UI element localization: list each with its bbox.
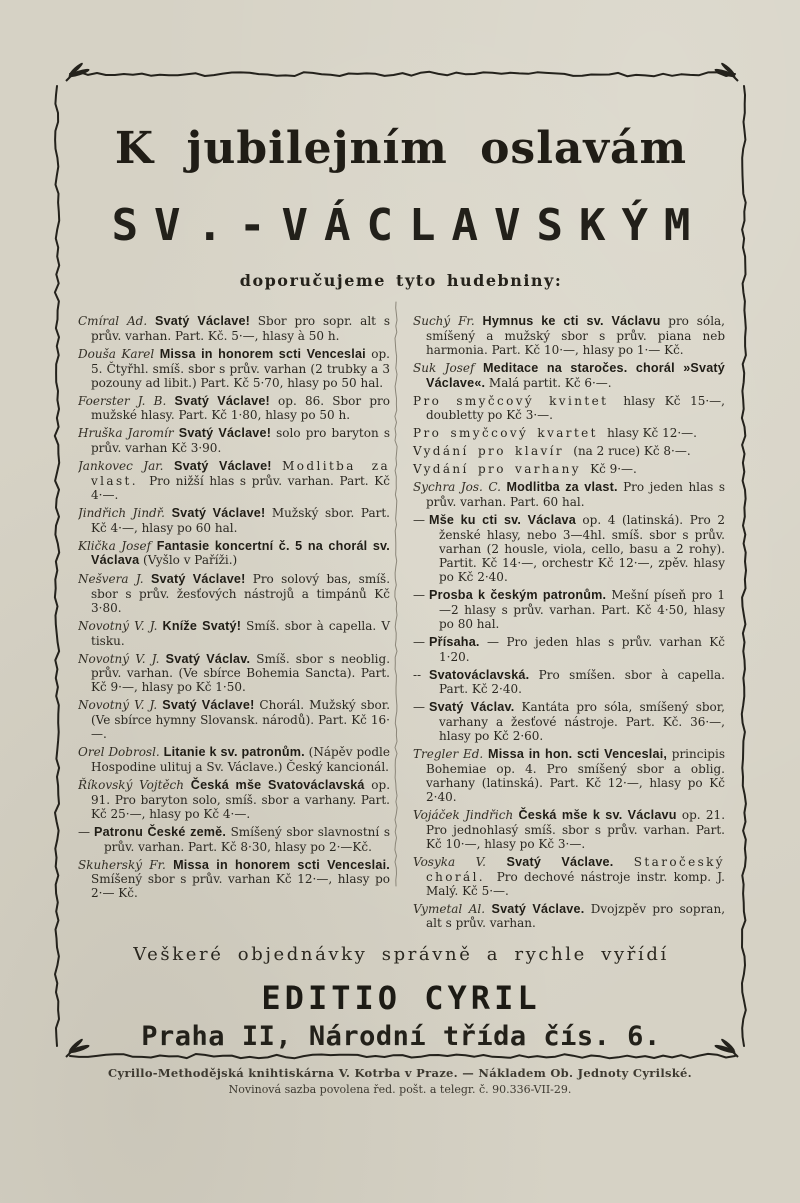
work-title: Svatý Václave! <box>171 505 272 520</box>
catalog-entry <box>78 698 390 741</box>
author-name: Foerster J. B. <box>78 393 175 408</box>
author-name: Klička Josef <box>78 538 157 553</box>
work-title: Svatý Václave. <box>491 901 591 916</box>
entry-text: Kč 9·—. <box>590 462 637 477</box>
work-title: Hymnus ke cti sv. Václavu <box>482 314 669 328</box>
work-title: Litanie k sv. patronům. <box>163 745 309 760</box>
entry-text: Mešní píseň pro 1—2 hlasy s prův. varhan. Part. Kč 4·50, hlasy po 80 hal. <box>439 588 726 631</box>
catalog-entry <box>78 539 390 568</box>
catalog-entry <box>413 480 725 509</box>
author-name: Vosyka V. <box>413 854 507 869</box>
author-name: Tregler Ed. <box>413 747 489 762</box>
entry-text: Pro solový bas, smíš. sbor s prův. žesťových nástrojů a timpánů Kč 3·80. <box>91 572 391 615</box>
author-name: Novotný V. J. <box>78 618 163 633</box>
author-name: Hruška Jaromír <box>78 426 179 441</box>
entry-text: Staročeský chorál. <box>426 854 725 884</box>
work-title: Svatý Václave! <box>155 314 258 328</box>
work-title: Svatý Václave! <box>162 698 260 713</box>
entry-text: Pro smyčcový kvartet <box>413 426 608 441</box>
publisher-name: EDITIO CYRIL <box>261 979 541 1017</box>
entry-text: Smíšený sbor s prův. varhan Kč 12·—, hlasy po 2·— Kč. <box>91 872 390 901</box>
catalog-entry <box>413 700 725 743</box>
entry-text: Pro jeden hlas s prův. varhan. Part. 60 hal. <box>426 480 725 510</box>
entry-text: Pro smíšen. sbor à capella. Part. Kč 2·40. <box>439 667 725 697</box>
work-title: Svatováclavská. <box>429 667 539 682</box>
entry-text: pro sóla, smíšený a mužský sbor s prův. piana neb harmonia. Part. Kč 10·—, hlasy po 1·— Kč. <box>426 314 725 357</box>
entry-text: op. 4 (latinská). Pro 2 ženské hlasy, nebo 3—4hl. smíš. sbor s prův. varhan (2 housle, viola, cello, basu a 2 rohy). Partit. Kč 14·—, orchestr Kč 12·—, zpěv. hlasy po Kč 2·40. <box>439 513 725 585</box>
entry-text: hlasy Kč 12·—. <box>607 426 697 441</box>
author-name: Suk Josef <box>413 360 483 375</box>
entry-text: op. 21. Pro jednohlasý smíš. sbor s prův. varhan. Part. Kč 10·—, hlasy po Kč 3·—. <box>426 808 726 851</box>
author-name: Suchý Fr. <box>413 314 483 328</box>
entry-dash: -- <box>413 667 422 682</box>
entry-text: Vydání pro klavír <box>413 444 574 459</box>
advertisement-sheet <box>57 73 745 1057</box>
order-note: Veškeré objednávky správně a rychle vyřídí <box>133 944 669 965</box>
catalog-entry <box>78 314 390 343</box>
catalog-entry <box>413 314 725 357</box>
entry-text: Pro nižší hlas s prův. varhan. Part. Kč 4·—. <box>91 473 390 502</box>
work-title: Fantasie koncertní č. 5 na chorál sv. Václava <box>91 538 390 568</box>
entry-text: Pro smyčcový kvintet <box>413 394 624 409</box>
entry-text: Dvojzpěv pro sopran, alt s prův. varhan. <box>426 901 726 930</box>
entry-text: Modlitba za vlast. <box>91 459 390 488</box>
work-title: Přísaha. <box>429 634 487 649</box>
work-title: Modlitba za vlast. <box>506 480 624 495</box>
author-name: Douša Karel <box>78 346 160 361</box>
entry-text: Vydání pro varhany <box>413 462 591 477</box>
author-name: Jindřich Jindř. <box>78 505 172 520</box>
entry-text: Malá partit. Kč 6·—. <box>488 375 612 390</box>
author-name: Říkovský Vojtěch <box>78 778 191 793</box>
author-name: Skuherský Fr. <box>78 857 174 872</box>
entry-dash: — <box>413 588 425 603</box>
work-title: Missa in honorem scti Venceslai. <box>173 857 390 872</box>
work-title: Svatý Václave. <box>506 854 634 869</box>
entry-text: hlasy Kč 15·—, doubletty po Kč 3·—. <box>426 394 725 423</box>
entry-text: Smíš. sbor à capella. V tisku. <box>91 618 391 648</box>
work-title: Missa in honorem scti Venceslai <box>159 346 372 361</box>
catalog-entry <box>78 572 390 615</box>
entry-text: (Nápěv podle Hospodine ulituj a Sv. Václave.) Český kancionál. <box>91 745 390 775</box>
catalog-entry <box>78 426 390 455</box>
work-title: Česká mše k sv. Václavu <box>518 808 682 822</box>
work-title: Svatý Václav. <box>165 651 257 666</box>
catalog-column-left <box>78 314 390 930</box>
subtitle: doporučujeme tyto hudebniny: <box>239 271 563 290</box>
author-name: Nešvera J. <box>78 572 151 587</box>
catalog-entry <box>78 619 390 648</box>
author-name: Novotný V. J. <box>78 651 166 666</box>
author-name: Cmíral Ad. <box>78 314 155 328</box>
author-name: Novotný V. J. <box>78 698 163 713</box>
catalog-entry <box>413 855 725 898</box>
entry-dash: — <box>413 634 425 649</box>
catalog-entry <box>413 668 725 697</box>
work-title: Meditace na staročes. chorál »Svatý Václave«. <box>426 360 726 390</box>
page-title: K jubilejním oslavám <box>114 123 688 174</box>
author-name: Vymetal Al. <box>413 901 492 916</box>
imprint-permit: Novinová sazba povolena řed. pošt. a telegr. č. 90.336-VII-29. <box>228 1083 572 1096</box>
publisher-address: Praha II, Národní třída čís. 6. <box>141 1021 661 1052</box>
catalog-entry <box>413 394 725 422</box>
work-title: Svatý Václave! <box>178 426 277 441</box>
catalog-entry <box>78 506 390 535</box>
author-name: Sychra Jos. C. <box>413 480 507 495</box>
catalog-entry <box>78 825 390 854</box>
entry-text: (na 2 ruce) Kč 8·—. <box>573 444 691 459</box>
entry-text: (Vyšlo v Paříži.) <box>143 553 238 568</box>
work-title: Mše ku cti sv. Václava <box>429 513 583 528</box>
catalog-entry <box>78 394 390 423</box>
entry-text: solo pro baryton s prův. varhan Kč 3·90. <box>91 426 390 456</box>
catalog-entry <box>413 747 725 804</box>
work-title: Svatý Václave! <box>174 459 283 474</box>
entry-text: Sbor pro sopr. alt s prův. varhan. Part. Kč. 5·—, hlasy à 50 h. <box>91 314 390 343</box>
catalog-column-right <box>413 314 725 930</box>
entry-text: Pro dechové nástroje instr. komp. J. Malý. Kč 5·—. <box>426 869 725 898</box>
catalog-entry <box>413 635 725 664</box>
catalog-entry <box>78 745 390 774</box>
work-title: Missa in hon. scti Venceslai, <box>488 747 672 762</box>
catalog-entry <box>78 652 390 695</box>
work-title: Svatý Václave! <box>174 393 279 408</box>
entry-text: Chorál. Mužský sbor. (Ve sbírce hymny Slovansk. národů). Part. Kč 16·—. <box>91 698 391 742</box>
author-name: Jankovec Jar. <box>78 459 174 474</box>
catalog-entry <box>413 513 725 584</box>
catalog-entry <box>413 444 725 458</box>
catalog-entry <box>413 902 725 930</box>
catalog-entry <box>413 361 725 390</box>
entry-text: Kantáta pro sóla, smíšený sbor, varhany a žesťové nástroje. Part. Kč. 36·—, hlasy po Kč 2·60. <box>439 700 725 744</box>
work-title: Kníže Svatý! <box>162 618 247 633</box>
catalog-columns <box>78 314 727 930</box>
author-name: Vojáček Jindřich <box>413 808 519 822</box>
author-name: Orel Dobrosl. <box>78 745 164 760</box>
entry-dash: — <box>413 513 425 528</box>
catalog-entry <box>413 426 725 440</box>
entry-text: Smíšený sbor slavnostní s prův. varhan. Part. Kč 8·30, hlasy po 2·—Kč. <box>104 824 390 854</box>
page-title-line2: SV.-VÁCLAVSKÝM <box>111 200 707 251</box>
catalog-entry <box>78 778 390 821</box>
entry-text: Mužský sbor. Part. Kč 4·—, hlasy po 60 hal. <box>91 505 390 535</box>
catalog-entry <box>413 808 725 851</box>
catalog-entry <box>78 347 390 390</box>
work-title: Svatý Václave! <box>150 572 253 587</box>
catalog-entry <box>78 858 390 901</box>
catalog-entry <box>413 462 725 476</box>
work-title: Prosba k českým patronům. <box>429 588 612 603</box>
entry-text: op. 86. Sbor pro mužské hlasy. Part. Kč 1·80, hlasy po 50 h. <box>91 393 390 423</box>
entry-text: principis Bohemiae op. 4. Pro smíšený sbor a oblig. varhany (latinská). Part. Kč 12·—, hlasy po Kč 2·40. <box>426 747 725 804</box>
work-title: Česká mše Svatováclavská <box>190 778 372 793</box>
work-title: Svatý Václav. <box>429 700 522 715</box>
entry-dash: — <box>413 700 425 715</box>
imprint-printer: Cyrillo-Methodějská knihtiskárna V. Kotrba v Praze. — Nákladem Ob. Jednoty Cyrilské. <box>108 1066 692 1080</box>
imprint <box>0 1066 800 1096</box>
entry-text: — Pro jeden hlas s prův. varhan Kč 1·20. <box>439 634 725 664</box>
entry-text: op. 5. Čtyřhl. smíš. sbor s prův. varhan (2 trubky a 3 pozouny ad libit.) Part. Kč 5·70, hlasy po 50 hal. <box>91 346 390 390</box>
catalog-entry <box>78 459 390 502</box>
entry-text: Smíš. sbor s neoblig. prův. varhan. (Ve sbírce Bohemia Sancta). Part. Kč 9·—, hlasy po Kč 1·50. <box>91 651 391 695</box>
catalog-entry <box>413 588 725 631</box>
work-title: Patronu České země. <box>94 824 231 839</box>
entry-dash: — <box>78 824 90 839</box>
entry-text: op. 91. Pro baryton solo, smíš. sbor a varhany. Part. Kč 25·—, hlasy po Kč 4·—. <box>91 778 391 821</box>
